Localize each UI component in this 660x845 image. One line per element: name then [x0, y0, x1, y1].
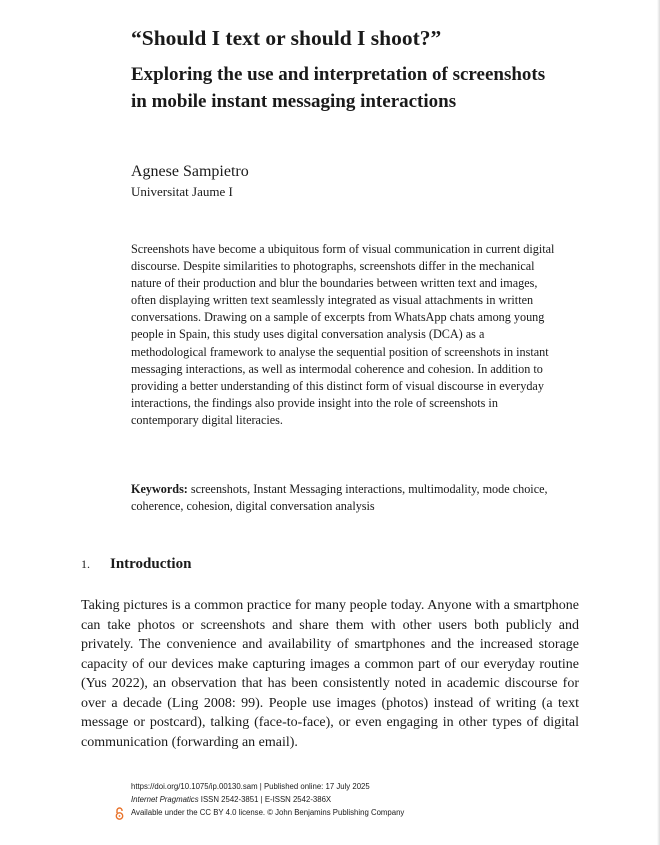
abstract: Screenshots have become a ubiquitous form of visual communication in current digital discourse. Despite similarities to photographs, screenshots differ in the mechanical nature of their production and blur the boundaries between written text and images, often displaying written text seamlessly integrated as visual attachments in written conversations. Drawing on a sample of excerpts from WhatsApp chats among young people in Spain, this study uses digital conversation analysis (DCA) as a methodological framework to analyse the sequential position of screenshots in instant messaging interactions, as well as intermodal coherence and cohesion. In addition to providing a better understanding of this distinct form of visual discourse in everyday interactions, the findings also provide insight into the role of screenshots in contemporary digital literacies.: [131, 242, 555, 427]
license-text[interactable]: Available under the CC BY 4.0 license.: [131, 808, 266, 817]
open-access-lock-icon: [114, 807, 125, 820]
body-paragraph: Taking pictures is a common practice for many people today. Anyone with a smartphone can take photos or screenshots and share them with other users both publicly and privately. The convenience and availability of smartphones and the increased storage capacity of our devices make capturing images a common part of our everyday routine (Yus 2022), an observation that has been consistently noted in academic discourse for over a decade (Ling 2008: 99). People use images (photos) instead of writing (a text message or postcard), talking (face-to-face), or even engaging in other types of digital communication (forwarding an email).: [81, 598, 579, 750]
doi-link[interactable]: https://doi.org/10.1075/ip.00130.sam: [131, 782, 258, 791]
journal-name: Internet Pragmatics: [131, 795, 199, 804]
issn: ISSN 2542-3851: [200, 795, 259, 804]
published-date: Published online: 17 July 2025: [263, 782, 370, 791]
footer-license-line: [131, 806, 404, 819]
footer-issn-line: [131, 793, 404, 806]
author-name: Agnese Sampietro: [131, 163, 249, 180]
article-title: “Should I text or should I shoot?”: [131, 26, 442, 50]
copyright-text: © John Benjamins Publishing Company: [267, 808, 405, 817]
footer-separator: |: [260, 795, 263, 804]
keywords: [131, 481, 561, 516]
eissn: E-ISSN 2542-386X: [264, 795, 332, 804]
keywords-label: Keywords:: [131, 482, 188, 496]
footer-doi-line: [131, 780, 404, 793]
author-affiliation: Universitat Jaume I: [131, 184, 233, 199]
article-subtitle: Exploring the use and interpretation of screenshots in mobile instant messaging interactions: [131, 64, 546, 112]
footer-separator: |: [259, 782, 262, 791]
section-heading: [81, 554, 191, 574]
keywords-text: screenshots, Instant Messaging interactions, multimodality, mode choice, coherence, cohesion, digital conversation analysis: [131, 482, 548, 514]
section-title: Introduction: [110, 556, 192, 572]
footer: [131, 780, 404, 819]
section-number: 1.: [81, 557, 90, 571]
